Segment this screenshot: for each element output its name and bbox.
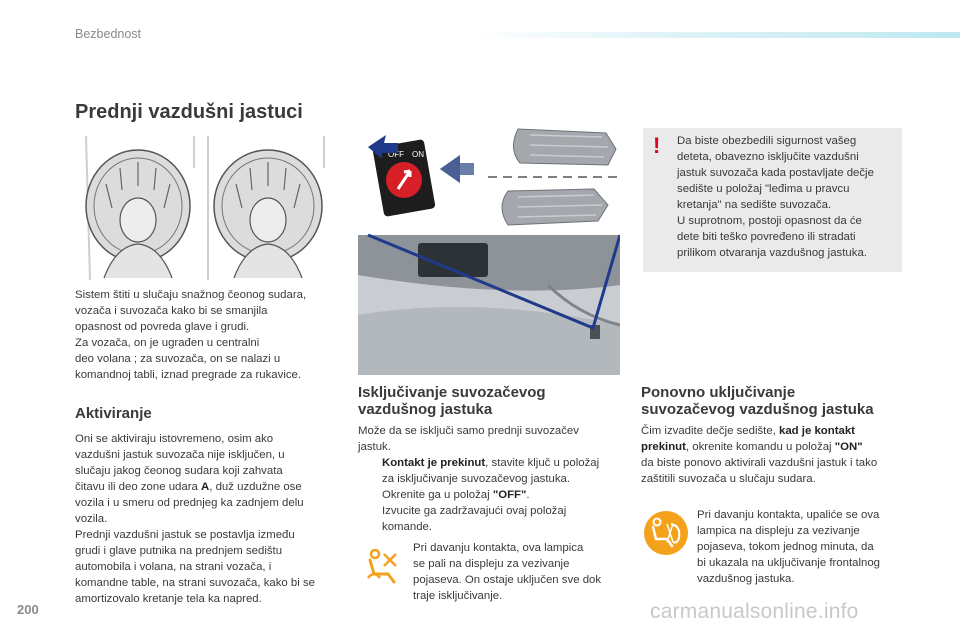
page-number: 200 — [17, 602, 39, 617]
text-span: , stavite ključ u položaj — [485, 457, 600, 469]
text-span: , duž uzdužne ose — [209, 481, 302, 493]
warning-line: U suprotnom, postoji opasnost da će — [677, 215, 862, 227]
text-bold: kad je kontakt — [779, 425, 855, 437]
text-line: slučaju jakog čeonog sudara koji zahvata — [75, 465, 283, 477]
text-line: da biste ponovo aktivirali vazdušni jastuk i tako — [641, 457, 878, 469]
key-switch-illustration — [358, 125, 620, 375]
text-line — [641, 423, 916, 439]
svg-text:OFF: OFF — [388, 150, 404, 159]
step-item — [358, 503, 633, 535]
heading-deactivation — [358, 384, 618, 418]
text-line: lampica na displeju za vezivanje — [697, 525, 860, 537]
text-line: automobila i volana, na strani vozača, i — [75, 561, 272, 573]
step-bold: "OFF" — [492, 489, 527, 501]
steps-list — [358, 455, 633, 535]
warning-line: sedište u položaj "leđima u pravcu — [677, 183, 850, 195]
text-span: . — [526, 489, 530, 501]
text-line: jastuk. — [358, 441, 391, 453]
text-line: vozača i suvozača kako bi se smanjila — [75, 305, 268, 317]
text-line — [641, 439, 916, 455]
reactivation-paragraph — [641, 423, 916, 487]
text-line: grudi i glave putnika na prednjem sedištu — [75, 545, 283, 557]
text-span: Okrenite ga u položaj — [382, 489, 493, 501]
heading-line: Ponovno uključivanje — [641, 384, 796, 401]
warning-line: Da biste obezbedili sigurnost vašeg — [677, 135, 857, 147]
text-line: Pri davanju kontakta, upaliće se ova — [697, 509, 880, 521]
text-span: čitavu ili deo zone udara — [75, 481, 202, 493]
text-line: pojaseva, tokom jednog minuta, da — [697, 541, 874, 553]
page-title: Prednji vazdušni jastuci — [75, 101, 303, 123]
heading-line: suvozačevog vazdušnog jastuka — [641, 401, 874, 418]
on-lamp-note — [697, 507, 912, 587]
intro-paragraph — [75, 287, 345, 383]
warning-line: dete biti teško povređeno ili stradati — [677, 231, 856, 243]
text-line: deo volana ; za suvozača, on se nalazi u — [75, 353, 281, 365]
text-span: za isključivanje suvozačevog jastuka. — [382, 473, 571, 485]
warning-line: prilikom otvaranja vazdušnog jastuka. — [677, 247, 867, 259]
heading-line: Isključivanje suvozačevog — [358, 384, 546, 401]
activation-paragraph — [75, 431, 345, 607]
text-line: Oni se aktiviraju istovremeno, osim ako — [75, 433, 274, 445]
header-decor-bar — [470, 32, 960, 38]
heading-reactivation — [641, 384, 921, 418]
text-line: opasnost od povreda glave i grudi. — [75, 321, 250, 333]
text-line: vazdušni jastuk suvozača nije isključen, u — [75, 449, 285, 461]
section-label: Bezbednost — [75, 27, 142, 41]
text-line: Za vozača, on je ugrađen u centralni — [75, 337, 260, 349]
warning-line: deteta, obavezno isključite vazdušni — [677, 151, 859, 163]
text-bold: prekinut — [641, 441, 686, 453]
text-line: Prednji vazdušni jastuk se postavlja između — [75, 529, 295, 541]
passenger-airbag-on-lamp-icon — [643, 510, 689, 556]
text-line: pojaseva. On ostaje uključen sve dok — [413, 574, 602, 586]
text-line: komandne table, na strani suvozača, kako bi se — [75, 577, 315, 589]
text-span: komande. — [382, 521, 433, 533]
text-line — [75, 479, 345, 495]
heading-activation: Aktiviranje — [75, 405, 152, 422]
airbag-illustration — [76, 128, 328, 280]
text-line: Pri davanju kontakta, ova lampica — [413, 542, 584, 554]
warning-line: jastuk suvozača kada postavljate dečje — [677, 167, 874, 179]
step-item — [358, 487, 633, 503]
text-line: bi ukazala na uključivanje frontalnog — [697, 557, 881, 569]
text-bold: "ON" — [834, 441, 863, 453]
svg-text:ON: ON — [412, 150, 424, 159]
off-lamp-note — [413, 540, 623, 604]
warning-text — [677, 133, 897, 261]
step-bold: Kontakt je prekinut — [382, 457, 486, 469]
text-line: vozila. — [75, 513, 108, 525]
zone-label: A — [201, 481, 210, 493]
text-line: se pali na displeju za vezivanje — [413, 558, 570, 570]
text-line: traje isključivanje. — [413, 590, 503, 602]
text-line: Može da se isključi samo prednji suvozačev — [358, 425, 579, 437]
heading-line: vazdušnog jastuka — [358, 401, 493, 418]
text-line: komandnoj tabli, iznad pregrade za rukavice. — [75, 369, 302, 381]
text-line: vazdušnog jastuka. — [697, 573, 795, 585]
watermark: carmanualsonline.info — [650, 600, 859, 623]
warning-line: kretanja" na sedište suvozača. — [677, 199, 832, 211]
text-line: Sistem štiti u slučaju snažnog čeonog sudara, — [75, 289, 307, 301]
passenger-airbag-off-lamp-icon — [362, 548, 400, 588]
deactivation-paragraph — [358, 423, 633, 535]
text-line: amortizovalo kretanje tela ka napred. — [75, 593, 262, 605]
text-span: Čim izvadite dečje sedište, — [641, 425, 780, 437]
text-span: Izvucite ga zadržavajući ovaj položaj — [382, 505, 567, 517]
warning-exclamation-icon: ! — [653, 133, 661, 158]
text-line: vozila i u smeru od prednjeg ka zadnjem delu — [75, 497, 304, 509]
text-line: zaštitili suvozača u slučaju sudara. — [641, 473, 816, 485]
step-item — [358, 455, 633, 487]
text-span: , okrenite komandu u položaj — [685, 441, 835, 453]
